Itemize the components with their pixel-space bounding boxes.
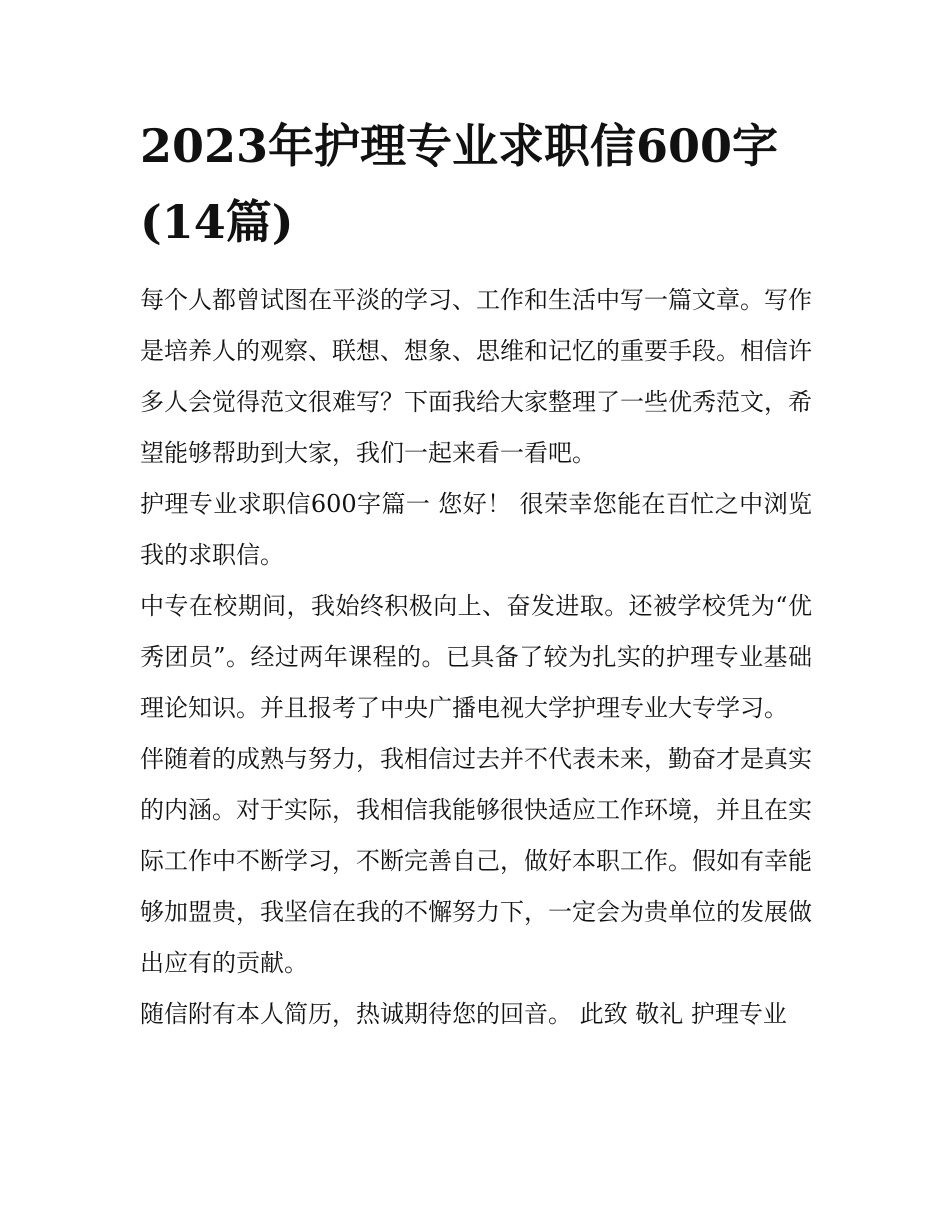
document-body: [140, 275, 812, 1040]
document-title: 2023年护理专业求职信600字(14篇): [140, 119, 779, 249]
paragraph-commitment: 伴随着的成熟与努力，我相信过去并不代表未来，勤奋才是真实的内涵。对于实际，我相信我能够很快适应工作环境，并且在实际工作中不断学习，不断完善自己，做好本职工作。假如有幸能够加盟贵，我坚信在我的不懈努力下，一定会为贵单位的发展做出应有的贡献。: [140, 745, 812, 977]
paragraph-greeting: 护理专业求职信600字篇一 您好！ 很荣幸您能在百忙之中浏览我的求职信。: [140, 490, 812, 569]
paragraph-closing: 随信附有本人简历，热诚期待您的回音。 此致 敬礼 护理专业: [140, 1000, 787, 1028]
paragraph-education: 中专在校期间，我始终积极向上、奋发进取。还被学校凭为“优秀团员”。经过两年课程的。已具备了较为扎实的护理专业基础理论知识。并且报考了中央广播电视大学护理专业大专学习。: [140, 592, 812, 722]
paragraph-intro: 每个人都曾试图在平淡的学习、工作和生活中写一篇文章。写作是培养人的观察、联想、想象、思维和记忆的重要手段。相信许多人会觉得范文很难写？下面我给大家整理了一些优秀范文，希望能够帮助到大家，我们一起来看一看吧。: [140, 286, 812, 467]
